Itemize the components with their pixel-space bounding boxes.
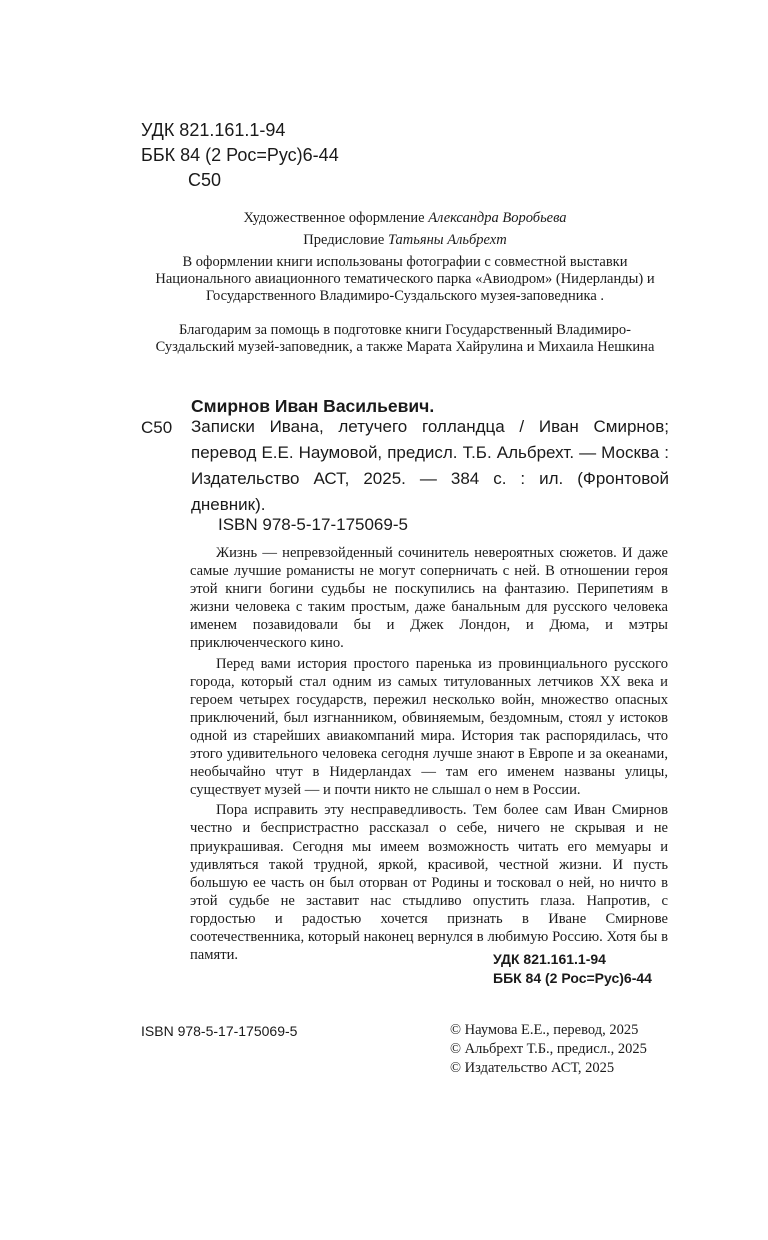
- record-author: Смирнов Иван Васильевич.: [191, 396, 435, 416]
- record-mark: С50: [141, 418, 173, 437]
- design-credit: [140, 210, 670, 227]
- foreword-credit-name: Татьяны Альбрехт: [387, 232, 507, 248]
- photos-note: В оформлении книги использованы фотографии с совместной выставки Национального авиационного тематического парка «Авиодром» (Нидерланды) и Государственного Владимиро-Суздальского музея-заповедника .: [155, 254, 655, 304]
- annotation-paragraph: Жизнь — непревзойденный сочинитель невероятных сюжетов. И даже самые лучшие романисты не могут соперничать с ней. В отношении героя этой книги богини судьбы не поскупились на фантазию. Перипетиям в жизни человека с таким простым, даже банальным для русского человека именем позавидовали бы и Джек Лондон, и Дюма, и мэтры приключенческого кино.: [190, 545, 668, 652]
- annotation-paragraph: Перед вами история простого паренька из провинциального русского города, который стал одним из самых титулованных летчиков XX века и героем четырех государств, пережил несколько войн, множество опасных приключений, был изгнанником, обвиняемым, бездомным, стоял у истоков одной из старейших авиакомпаний мира. История так распорядилась, что этого удивительного человека сегодня лучше знают в Европе и за океанами, необычайно чтут в Нидерландах — там его именем названы улицы, существует музей — и почти никто не слышал о нем в России.: [190, 655, 668, 799]
- foreword-credit-prefix: Предисловие: [303, 232, 385, 248]
- design-credit-prefix: Художественное оформление: [243, 210, 425, 226]
- bbk-code: ББК 84 (2 Рос=Рус)6-44: [141, 145, 339, 165]
- record-isbn: ISBN 978-5-17-175069-5: [218, 515, 408, 534]
- thanks-note: Благодарим за помощь в подготовке книги Государственный Владимиро-Суздальский музей-заповедник, а также Марата Хайрулина и Михаила Нешкина: [155, 322, 655, 355]
- footer-isbn: ISBN 978-5-17-175069-5: [141, 1023, 298, 1039]
- design-credit-name: Александра Воробьева: [428, 210, 567, 226]
- footer-udk: УДК 821.161.1-94: [493, 951, 606, 967]
- foreword-credit: [140, 232, 670, 249]
- annotation-paragraph: Пора исправить эту несправедливость. Тем более сам Иван Смирнов честно и беспристрастно рассказал о себе, ничего не скрывая и не приукрашивая. Сегодня мы имеем возможность читать его мемуары и удивляться такой трудной, яркой, красивой, честной жизни. И пусть большую ее часть он был оторван от Родины и тосковал о ней, но ничто в этой судьбе не заставит нас стыдливо опустить глаза. Напротив, с гордостью и радостью хочется признать в Иване Смирнове соотечественника, который наконец вернулся в любимую Россию. Хотя бы в памяти.: [190, 802, 668, 964]
- udk-code: УДК 821.161.1-94: [141, 120, 286, 140]
- record-description: Записки Ивана, летучего голландца / Иван Смирнов; перевод Е.Е. Наумовой, предисл. Т.Б. Альбрехт. — Москва : Издательство АСТ, 2025. — 384 с. : ил. (Фронтовой дневник).: [191, 417, 669, 514]
- copyright-line: © Издательство АСТ, 2025: [450, 1060, 615, 1076]
- annotation: [190, 544, 668, 966]
- copyright-line: © Альбрехт Т.Б., предисл., 2025: [450, 1041, 647, 1057]
- copyright-line: © Наумова Е.Е., перевод, 2025: [450, 1022, 639, 1038]
- footer-bbk: ББК 84 (2 Рос=Рус)6-44: [493, 970, 652, 986]
- author-mark: С50: [188, 170, 222, 190]
